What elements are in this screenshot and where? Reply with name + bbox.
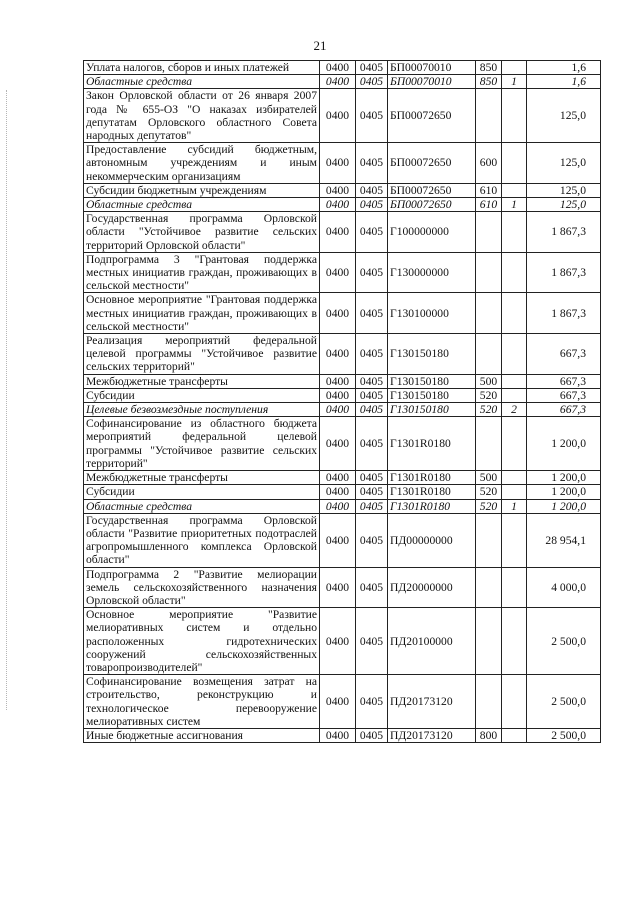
row-subsection: 0405 [356,374,388,388]
row-expense-type: 520 [476,388,502,402]
row-target-article: Г100000000 [388,212,476,253]
row-funding-source: 1 [502,499,527,513]
row-sum: 667,3 [527,334,601,375]
row-section: 0400 [320,252,356,293]
table-row [84,374,601,388]
row-subsection: 0405 [356,567,388,608]
row-funding-source [502,388,527,402]
row-expense-type [476,608,502,675]
row-expense-type: 610 [476,183,502,197]
row-funding-source [502,212,527,253]
row-sum: 667,3 [527,388,601,402]
row-funding-source: 2 [502,403,527,417]
row-subsection: 0405 [356,183,388,197]
row-expense-type [476,334,502,375]
row-name: Субсидии [84,485,320,499]
row-target-article: Г1301R0180 [388,499,476,513]
row-target-article: ПД20173120 [388,675,476,729]
row-expense-type [476,675,502,729]
table-row [84,89,601,143]
row-sum: 1 867,3 [527,212,601,253]
row-section: 0400 [320,388,356,402]
row-name: Закон Орловской области от 26 января 2007 года № 655-ОЗ "О наказах избирателей депутатам Орловского областного Совета народных депутатов" [84,89,320,143]
row-section: 0400 [320,567,356,608]
row-target-article: БП00070010 [388,61,476,75]
table-row [84,499,601,513]
row-expense-type [476,252,502,293]
row-expense-type [476,417,502,471]
row-target-article: Г130150180 [388,334,476,375]
row-sum: 2 500,0 [527,728,601,742]
row-name: Межбюджетные трансферты [84,374,320,388]
row-section: 0400 [320,183,356,197]
row-name: Софинансирование возмещения затрат на строительство, реконструкцию и технологическое перевооружение мелиоративных систем [84,675,320,729]
row-sum: 667,3 [527,374,601,388]
row-funding-source [502,471,527,485]
table-row [84,728,601,742]
row-name: Областные средства [84,75,320,89]
table-row [84,485,601,499]
row-sum: 125,0 [527,183,601,197]
table-row [84,417,601,471]
row-funding-source [502,183,527,197]
row-funding-source [502,334,527,375]
row-sum: 2 500,0 [527,608,601,675]
row-target-article: Г1301R0180 [388,471,476,485]
row-expense-type [476,212,502,253]
row-expense-type: 850 [476,61,502,75]
row-name: Субсидии [84,388,320,402]
row-section: 0400 [320,499,356,513]
row-name: Межбюджетные трансферты [84,471,320,485]
table-row [84,403,601,417]
row-section: 0400 [320,198,356,212]
row-section: 0400 [320,61,356,75]
row-funding-source [502,513,527,567]
row-funding-source: 1 [502,198,527,212]
row-section: 0400 [320,403,356,417]
row-section: 0400 [320,728,356,742]
row-subsection: 0405 [356,334,388,375]
row-funding-source [502,567,527,608]
row-sum: 4 000,0 [527,567,601,608]
row-sum: 1 200,0 [527,417,601,471]
row-target-article: ПД00000000 [388,513,476,567]
row-funding-source [502,252,527,293]
row-sum: 28 954,1 [527,513,601,567]
row-target-article: БП00072650 [388,183,476,197]
table-row [84,61,601,75]
row-sum: 125,0 [527,198,601,212]
row-expense-type: 500 [476,374,502,388]
row-target-article: ПД20000000 [388,567,476,608]
row-section: 0400 [320,374,356,388]
table-row [84,675,601,729]
row-expense-type [476,513,502,567]
row-funding-source [502,374,527,388]
row-subsection: 0405 [356,198,388,212]
row-target-article: Г1301R0180 [388,485,476,499]
row-subsection: 0405 [356,608,388,675]
row-target-article: Г130000000 [388,252,476,293]
row-subsection: 0405 [356,252,388,293]
table-row [84,388,601,402]
table-row [84,471,601,485]
row-name: Уплата налогов, сборов и иных платежей [84,61,320,75]
row-expense-type [476,89,502,143]
row-sum: 1 200,0 [527,499,601,513]
table-row [84,293,601,334]
row-sum: 1 200,0 [527,485,601,499]
row-subsection: 0405 [356,499,388,513]
row-expense-type: 610 [476,198,502,212]
row-expense-type: 520 [476,499,502,513]
row-section: 0400 [320,89,356,143]
table-row [84,198,601,212]
row-subsection: 0405 [356,485,388,499]
row-section: 0400 [320,75,356,89]
row-name: Государственная программа Орловской области "Устойчивое развитие сельских территорий Орловской области" [84,212,320,253]
row-name: Государственная программа Орловской области "Развитие приоритетных подотраслей агропромышленного комплекса Орловской области" [84,513,320,567]
row-target-article: Г130150180 [388,388,476,402]
row-name: Иные бюджетные ассигнования [84,728,320,742]
margin-line [6,90,7,710]
table-row [84,183,601,197]
row-name: Целевые безвозмездные поступления [84,403,320,417]
row-target-article: Г1301R0180 [388,417,476,471]
row-expense-type: 850 [476,75,502,89]
row-target-article: БП00070010 [388,75,476,89]
table-body [84,61,601,743]
row-subsection: 0405 [356,388,388,402]
row-subsection: 0405 [356,417,388,471]
row-subsection: 0405 [356,212,388,253]
row-section: 0400 [320,293,356,334]
row-name: Подпрограмма 3 "Грантовая поддержка местных инициатив граждан, проживающих в сельской местности" [84,252,320,293]
row-sum: 125,0 [527,143,601,184]
row-expense-type: 520 [476,403,502,417]
row-section: 0400 [320,417,356,471]
row-name: Субсидии бюджетным учреждениям [84,183,320,197]
table-row [84,334,601,375]
page-number: 21 [313,38,327,53]
row-subsection: 0405 [356,61,388,75]
row-target-article: Г130100000 [388,293,476,334]
row-target-article: Г130150180 [388,374,476,388]
row-funding-source [502,485,527,499]
table-row [84,567,601,608]
row-funding-source [502,143,527,184]
row-sum: 667,3 [527,403,601,417]
row-target-article: БП00072650 [388,143,476,184]
table-row [84,143,601,184]
table-row [84,252,601,293]
row-subsection: 0405 [356,89,388,143]
row-funding-source [502,89,527,143]
row-sum: 1 867,3 [527,293,601,334]
row-name: Основное мероприятие "Развитие мелиоративных систем и отдельно расположенных гидротехнических сооружений сельскохозяйственных товаропроизводителей" [84,608,320,675]
row-sum: 2 500,0 [527,675,601,729]
row-funding-source [502,417,527,471]
row-section: 0400 [320,471,356,485]
row-expense-type: 800 [476,728,502,742]
row-sum: 125,0 [527,89,601,143]
row-subsection: 0405 [356,675,388,729]
row-funding-source [502,728,527,742]
row-expense-type [476,567,502,608]
row-expense-type [476,293,502,334]
row-name: Областные средства [84,499,320,513]
row-target-article: ПД20173120 [388,728,476,742]
table-row [84,513,601,567]
row-sum: 1 200,0 [527,471,601,485]
table-row [84,212,601,253]
row-section: 0400 [320,608,356,675]
row-target-article: БП00072650 [388,198,476,212]
row-sum: 1 867,3 [527,252,601,293]
row-funding-source [502,675,527,729]
row-expense-type: 520 [476,485,502,499]
row-name: Подпрограмма 2 "Развитие мелиорации земель сельскохозяйственного назначения Орловской области" [84,567,320,608]
row-expense-type: 500 [476,471,502,485]
row-section: 0400 [320,143,356,184]
row-name: Основное мероприятие "Грантовая поддержка местных инициатив граждан, проживающих в сельской местности" [84,293,320,334]
row-name: Предоставление субсидий бюджетным, автономным учреждениям и иным некоммерческим организациям [84,143,320,184]
row-expense-type: 600 [476,143,502,184]
row-subsection: 0405 [356,471,388,485]
row-target-article: ПД20100000 [388,608,476,675]
row-subsection: 0405 [356,403,388,417]
row-name: Софинансирование из областного бюджета мероприятий федеральной целевой программы "Устойчивое развитие сельских территорий" [84,417,320,471]
row-section: 0400 [320,212,356,253]
budget-table [83,60,601,743]
row-funding-source [502,293,527,334]
row-subsection: 0405 [356,728,388,742]
row-target-article: Г130150180 [388,403,476,417]
row-section: 0400 [320,675,356,729]
row-subsection: 0405 [356,75,388,89]
row-subsection: 0405 [356,293,388,334]
row-subsection: 0405 [356,143,388,184]
row-funding-source [502,61,527,75]
row-section: 0400 [320,485,356,499]
row-name: Областные средства [84,198,320,212]
row-sum: 1,6 [527,61,601,75]
row-name: Реализация мероприятий федеральной целевой программы "Устойчивое развитие сельских территорий" [84,334,320,375]
row-funding-source: 1 [502,75,527,89]
row-sum: 1,6 [527,75,601,89]
table-row [84,75,601,89]
row-subsection: 0405 [356,513,388,567]
row-section: 0400 [320,513,356,567]
row-funding-source [502,608,527,675]
table-row [84,608,601,675]
row-section: 0400 [320,334,356,375]
row-target-article: БП00072650 [388,89,476,143]
